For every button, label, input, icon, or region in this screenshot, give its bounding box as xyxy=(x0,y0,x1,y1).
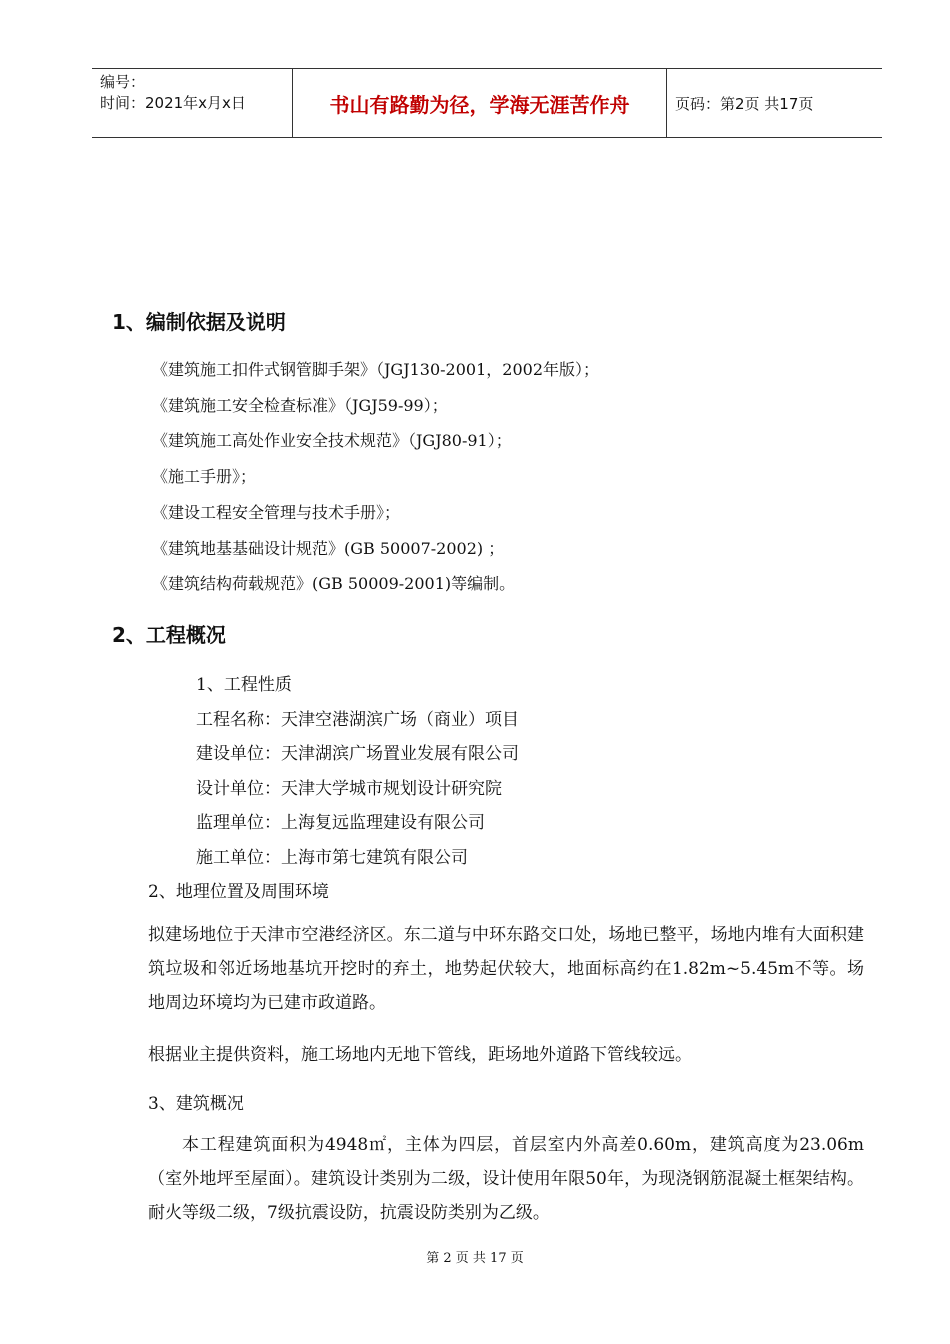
nature-item: 建设单位：天津湖滨广场置业发展有限公司 xyxy=(196,744,519,764)
ref-item: 《建筑施工安全检查标准》（JGJ59-99）； xyxy=(152,396,448,415)
header-page-info: 页码：第2页 共17页 xyxy=(675,94,814,113)
nature-title: 1、工程性质 xyxy=(196,675,292,695)
location-title: 2、地理位置及周围环境 xyxy=(148,882,329,902)
ref-item: 《建筑地基基础设计规范》(GB 50007-2002) ； xyxy=(152,539,505,558)
header-motto: 书山有路勤为径，学海无涯苦作舟 xyxy=(292,69,667,137)
building-title: 3、建筑概况 xyxy=(148,1094,244,1114)
page-header xyxy=(92,68,882,138)
header-left-cell xyxy=(92,69,292,137)
ref-item: 《建设工程安全管理与技术手册》； xyxy=(152,503,401,522)
header-number: 编号： xyxy=(100,73,146,91)
section2-heading: 2、工程概况 xyxy=(112,623,226,647)
nature-item: 监理单位：上海复远监理建设有限公司 xyxy=(196,813,485,833)
ref-item: 《建筑结构荷载规范》(GB 50009-2001)等编制。 xyxy=(152,574,516,593)
nature-item: 工程名称：天津空港湖滨广场（商业）项目 xyxy=(196,710,519,730)
nature-item: 设计单位：天津大学城市规划设计研究院 xyxy=(196,779,502,799)
ref-item: 《施工手册》； xyxy=(152,467,257,486)
location-paragraph-2: 根据业主提供资料，施工场地内无地下管线，距场地外道路下管线较远。 xyxy=(148,1045,692,1065)
page-footer: 第 2 页 共 17 页 xyxy=(426,1251,524,1266)
header-time: 时间：2021年x月x日 xyxy=(100,94,246,112)
location-paragraph: 拟建场地位于天津市空港经济区。东二道与中环东路交口处，场地已整平，场地内堆有大面积建筑垃圾和邻近场地基坑开挖时的弃土，地势起伏较大，地面标高约在1.82m~5.45m不等。场地周边环境均为已建市政道路。 xyxy=(148,925,864,1013)
section1-heading: 1、编制依据及说明 xyxy=(112,310,286,334)
ref-item: 《建筑施工扣件式钢管脚手架》（JGJ130-2001，2002年版）； xyxy=(152,360,599,379)
nature-item: 施工单位：上海市第七建筑有限公司 xyxy=(196,848,468,868)
ref-item: 《建筑施工高处作业安全技术规范》（JGJ80-91）； xyxy=(152,431,512,450)
building-paragraph: 本工程建筑面积为4948㎡，主体为四层，首层室内外高差0.60m，建筑高度为23.06m（室外地坪至屋面）。建筑设计类别为二级，设计使用年限50年，为现浇钢筋混凝土框架结构。耐火等级二级，7级抗震设防，抗震设防类别为乙级。 xyxy=(148,1135,864,1223)
